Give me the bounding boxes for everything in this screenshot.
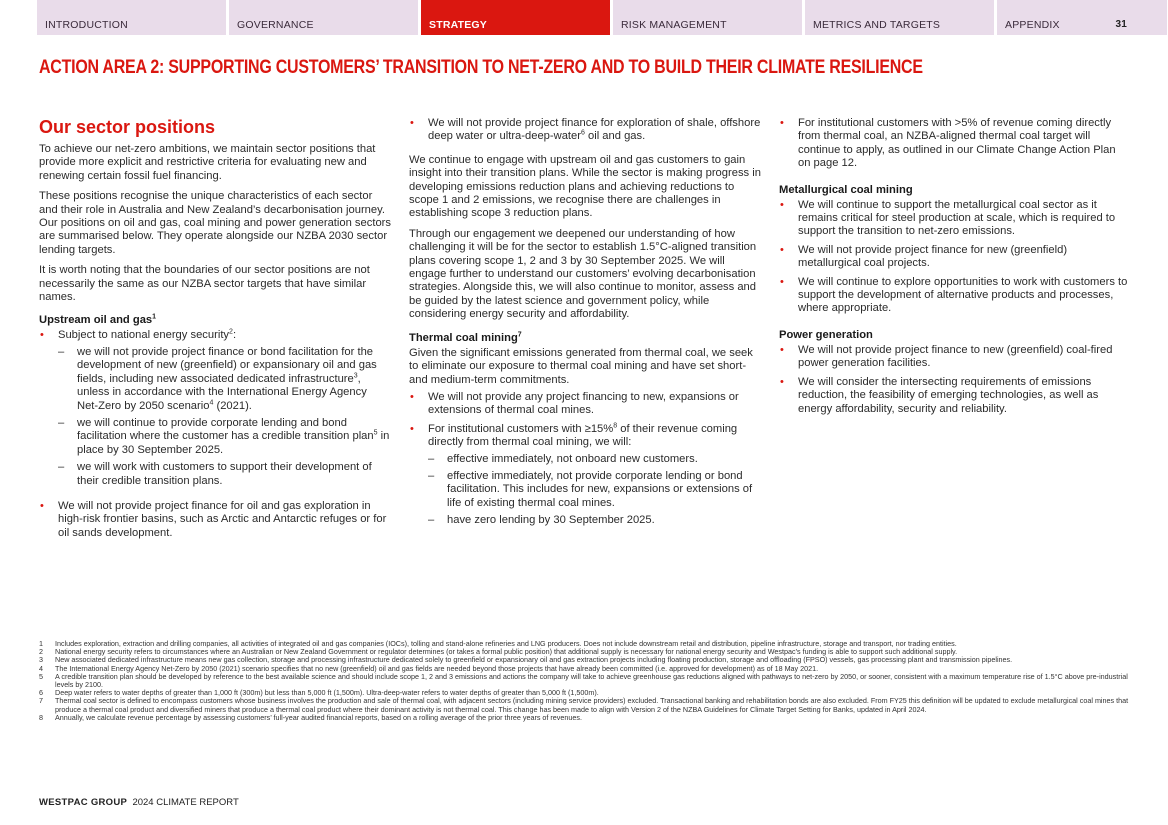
item-text: (2021). — [213, 399, 252, 412]
footnote-number: 1 — [39, 639, 43, 648]
list-item: • We will not provide project finance to new (greenfield) coal-fired power generation facilities. — [779, 344, 1131, 371]
subheading-metallurgical-coal: Metallurgical coal mining — [779, 183, 913, 196]
footnote — [39, 697, 1131, 713]
footer — [39, 797, 239, 808]
list-item: • For institutional customers with >5% of revenue coming directly from thermal coal, an NZBA-aligned thermal coal target will continue to apply, as outlined in our Climate Change Action Plan on page 12. — [779, 117, 1131, 171]
bullet-list — [779, 117, 1131, 171]
paragraph: We continue to engage with upstream oil and gas customers to gain insight into their transition plans. While the sector is making progress in developing emissions reduction plans and achieving reductions to scope 1 and 2 emissions, we recognise there are challenges in establishing scope 3 reduction plans. — [409, 153, 761, 220]
bullet-list — [779, 199, 1131, 316]
list-item: – effective immediately, not provide corporate lending or bond facilitation. This includes for new, expansions or extensions of life of existing thermal coal mines. — [428, 470, 761, 510]
list-item — [39, 329, 391, 487]
paragraph: Given the significant emissions generated from thermal coal, we seek to eliminate our exposure to thermal coal mining and have set short- and medium-term commitments. — [409, 346, 753, 386]
list-item — [58, 346, 391, 413]
item-text: Subject to national energy security — [58, 329, 230, 342]
footnote-ref: 6 — [580, 129, 585, 137]
subheading-text: Thermal coal mining — [409, 331, 518, 344]
page-title: ACTION AREA 2: SUPPORTING CUSTOMERS’ TRANSITION TO NET-ZERO AND TO BUILD THEIR CLIMATE RESILIENCE — [39, 56, 923, 78]
item-text: we will continue to provide corporate lending and bond facilitation where the customer has a credible transition plan — [77, 416, 374, 443]
section-heading: Our sector positions — [39, 117, 216, 137]
footnote-ref: 7 — [517, 330, 522, 338]
footnote-number: 5 — [39, 671, 43, 681]
column-1 — [39, 117, 391, 545]
page-number: 31 — [1115, 19, 1127, 30]
list-item: • We will continue to support the metallurgical coal sector as it remains critical for steel production at scale, which is required to support the transition to net-zero emissions. — [779, 199, 1131, 239]
footnote-text: Annually, we calculate revenue percentage by assessing customers’ full-year audited financial reports, based on a rolling average of the prior three years of revenues. — [55, 712, 582, 722]
footnote-number: 4 — [39, 663, 43, 673]
item-text: For institutional customers with ≥15% — [428, 422, 614, 435]
footnote-text: The International Energy Agency Net-Zero by 2050 (2021) scenario specifies that no new (greenfield) oil and gas fields are needed beyond those projects that have already been committed (i.e. approved for development) as of 18 May 2021. — [55, 663, 819, 673]
footnote-ref: 4 — [209, 398, 214, 406]
subheading-upstream — [39, 313, 391, 327]
subheading-text: Upstream oil and gas — [39, 314, 153, 327]
item-text: : — [232, 329, 237, 342]
footnote-text: National energy security refers to circumstances where an Australian or New Zealand Government or regulator determines (or takes a formal public position) that additional supply is necessary for national energy security and Westpac’s funding is able to support such additional supply. — [55, 647, 958, 657]
bullet-list — [779, 344, 1131, 416]
footnote-text: New associated dedicated infrastructure means new gas collection, storage and processing infrastructure dedicated solely to greenfield or expansionary oil and gas extraction projects including floating production, storage and offloading (FPSO) vessels, gas processing plant and transmission pipelines. — [55, 655, 1013, 665]
list-item — [58, 417, 391, 457]
footnote-ref: 2 — [229, 328, 233, 336]
footnote-ref: 1 — [152, 313, 157, 321]
dash-list — [428, 453, 761, 528]
footnote-number: 8 — [39, 712, 43, 722]
item-text: of their revenue coming directly from thermal coal mining, we will: — [428, 422, 738, 449]
item-text: we will not provide project finance or bond facilitation for the development of new (greenfield) or expansionary oil and gas fields, including new associated dedicated infrastructure — [77, 345, 377, 385]
footnote-number: 7 — [39, 696, 43, 706]
footnote — [39, 714, 1131, 722]
top-navigation — [37, 0, 1168, 35]
list-item: • We will not provide any project financing to new, expansions or extensions of thermal coal mines. — [409, 391, 761, 418]
footer-brand: WESTPAC GROUP — [39, 797, 128, 808]
tab-strategy[interactable]: STRATEGY — [421, 0, 610, 35]
item-text: in place by 30 September 2025. — [77, 430, 390, 456]
tab-appendix-label: APPENDIX — [1005, 19, 1060, 31]
footnote-text: Includes exploration, extraction and drilling companies, all activities of integrated oil and gas companies (IOCs), tolling and stand-alone refineries and LNG producers. Does not include downstream retail and distribution, pipeline infrastructure, storage and transport, nor trading entities. — [55, 639, 957, 648]
subheading-power-generation: Power generation — [779, 328, 873, 341]
item-text: We will not provide project finance for exploration of shale, offshore deep water or ultra-deep-water — [428, 117, 761, 143]
footnote-number: 3 — [39, 655, 43, 665]
footnote-text: Deep water refers to water depths of greater than 1,000 ft (300m) but less than 5,000 ft (1,500m). Ultra-deep-water refers to water depths of greater than 5,000 ft (1,500m). — [55, 688, 599, 698]
footnote — [39, 673, 1131, 689]
tab-governance[interactable]: GOVERNANCE — [229, 0, 418, 35]
list-item: • We will consider the intersecting requirements of emissions reduction, the feasibility of emerging technologies, as well as energy affordability, security and reliability. — [779, 376, 1131, 416]
paragraph: Through our engagement we deepened our understanding of how challenging it will be for the sector to establish 1.5°C-aligned transition plans covering scope 1, 2 and 3 by 30 September 2025. We will engage further to understand our customers’ evolving decarbonisation strategies. Alongside this, we will also continue to monitor, assess and be guided by the latest science and government policy, while considering energy security and affordability. — [409, 227, 757, 321]
footnote-ref: 3 — [353, 371, 358, 379]
list-item: – have zero lending by 30 September 2025. — [428, 514, 761, 527]
footnotes — [39, 640, 1131, 722]
list-item: • We will continue to explore opportunities to work with customers to support the development of alternative products and processes, where appropriate. — [779, 276, 1131, 316]
footnote-number: 2 — [39, 647, 43, 657]
footnote-text: Thermal coal sector is defined to encompass customers whose business involves the production and sale of thermal coal, with adjacent sectors (including mining service providers) excluded. Transactional banking and rehabilitation bonds are also excluded. From FY25 this definition will be updated to exclude metallurgical coal mines that produce a thermal coal product and diversified miners that produce a thermal coal product where their dominant activity is not thermal coal. This change has been made to align with Version 2 of the NZBA Guidelines for Climate Target Setting for Banks, updated in April 2024. — [55, 696, 1129, 714]
bullet-list — [39, 329, 391, 540]
list-item: – we will work with customers to support their development of their credible transition plans. — [58, 461, 391, 488]
tab-metrics-and-targets[interactable]: METRICS AND TARGETS — [805, 0, 994, 35]
list-item: – effective immediately, not onboard new customers. — [428, 453, 761, 466]
footnote-ref: 8 — [613, 421, 618, 429]
tab-introduction[interactable]: INTRODUCTION — [37, 0, 226, 35]
paragraph: These positions recognise the unique characteristics of each sector and their role in Australia and New Zealand’s decarbonisation journey. Our positions on oil and gas, coal mining and power generation sectors are summarised below. They operate alongside our NZBA 2030 sector lending targets. — [39, 190, 391, 256]
column-3 — [779, 117, 1131, 421]
bullet-list — [409, 117, 761, 144]
list-item: • We will not provide project finance for oil and gas exploration in high-risk frontier basins, such as Arctic and Antarctic refuges or for oil sands development. — [39, 500, 391, 540]
list-item — [409, 117, 761, 144]
item-text: oil and gas. — [584, 130, 646, 143]
footnote-ref: 5 — [373, 429, 378, 437]
dash-list — [58, 346, 391, 488]
paragraph: It is worth noting that the boundaries of our sector positions are not necessarily the same as our NZBA sector targets that have similar names. — [39, 264, 370, 304]
footer-report-name: 2024 CLIMATE REPORT — [132, 797, 239, 808]
bullet-list — [409, 391, 761, 528]
paragraph: To achieve our net-zero ambitions, we maintain sector positions that provide more explicit and restrictive criteria for evaluating new and renewing certain fossil fuel financing. — [39, 143, 376, 182]
list-item — [409, 423, 761, 528]
tab-appendix[interactable] — [997, 0, 1167, 35]
column-2 — [409, 117, 761, 533]
tab-risk-management[interactable]: RISK MANAGEMENT — [613, 0, 802, 35]
item-text: , unless in accordance with the International Energy Agency Net-Zero by 2050 scenario — [77, 372, 367, 412]
subheading-thermal-coal — [409, 331, 761, 345]
footnote-number: 6 — [39, 688, 43, 698]
footnote-text: A credible transition plan should be developed by reference to the best available science and should include scope 1, 2 and 3 emissions and actions the company will take to achieve greenhouse gas reductions aligned with pathways to net-zero by 2050, or sooner, consistent with a maximum temperature rise of 1.5°C above pre-industrial levels by 2100. — [55, 671, 1128, 690]
list-item: • We will not provide project finance for new (greenfield) metallurgical coal projects. — [779, 244, 1131, 271]
